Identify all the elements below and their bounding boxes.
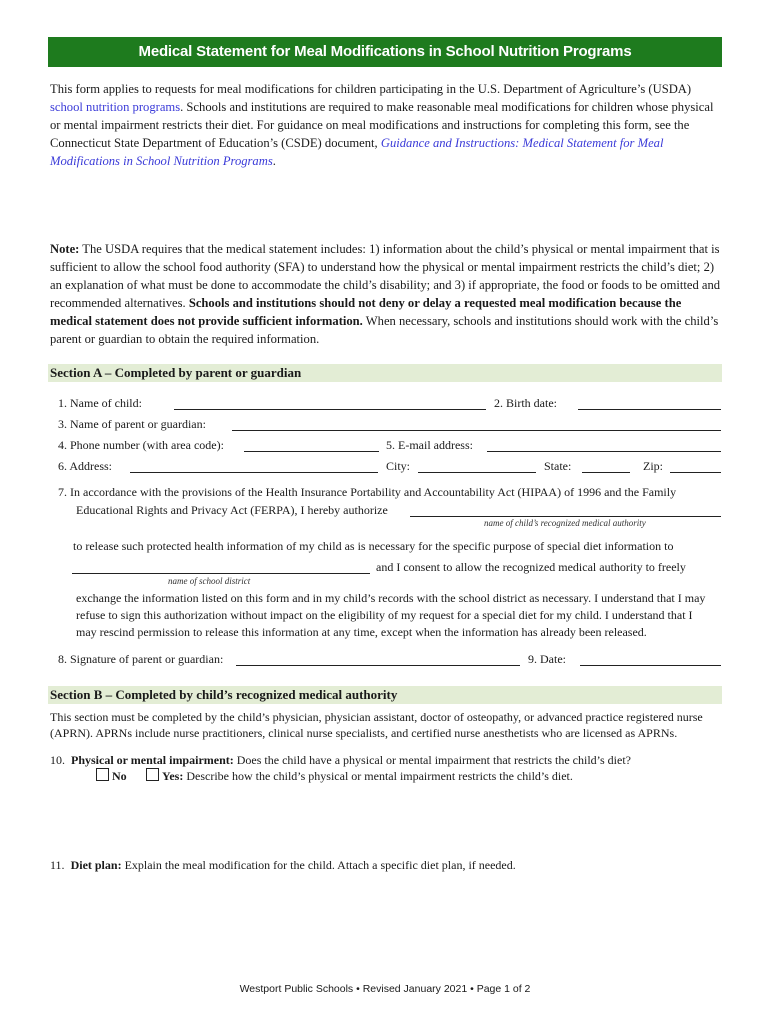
intro-paragraph (50, 80, 722, 170)
intro-text-2: . Schools and institutions are required to make reasonable meal modifications for children whose physical or mental impairment restricts their diet. For guidance on meal modifications and instructions for completing this form, see the Connecticut State Department of Education’s (CSDE) document, (50, 100, 714, 150)
question-10-text: Does the child have a physical or mental impairment that restricts the child’s diet? (233, 753, 631, 767)
yes-label: Yes: (162, 769, 184, 783)
question-11-text: Explain the meal modification for the child. Attach a specific diet plan, if needed. (121, 858, 516, 872)
no-checkbox[interactable] (96, 768, 109, 781)
note-text-2: When necessary, schools and institutions should work with the child’s parent or guardian to obtain the required information. (50, 314, 719, 346)
medical-authority-caption: name of child’s recognized medical authority (484, 518, 646, 528)
section-b-intro: This section must be completed by the child’s physician, physician assistant, doctor of osteopathy, or advanced practice registered nurse (APRN). APRNs include nurse practitioners, clinical nurse specialists, and certified nurse anesthetists who are licensed as APRNs. (50, 710, 703, 740)
authorization-text: 7. In accordance with the provisions of the Health Insurance Portability and Accountability Act (HIPAA) of 1996 and the Family (58, 485, 677, 499)
consent-text: and I consent to allow the recognized medical authority to freely (376, 560, 686, 574)
intro-text: This form applies to requests for meal modifications for children participating in the U.S. Department of Agriculture’s (USDA) (50, 82, 692, 96)
address-label: 6. Address: (58, 459, 112, 473)
intro-text-3: . (272, 154, 276, 168)
phone-field[interactable] (244, 451, 379, 452)
note-label: Note: (50, 242, 80, 256)
phone-label: 4. Phone number (with area code): (58, 438, 224, 452)
name-of-child-field[interactable] (174, 409, 486, 410)
no-label: No (112, 769, 127, 783)
note-bold-text: Schools and institutions should not deny or delay a requested meal modification because the medical statement does not provide sufficient information. (50, 296, 682, 328)
yes-description: Describe how the child’s physical or mental impairment restricts the child’s diet. (183, 769, 573, 783)
school-district-caption: name of school district (168, 576, 251, 586)
yes-option[interactable] (146, 768, 573, 784)
authorization-text-2: Educational Rights and Privacy Act (FERPA), I hereby authorize (76, 503, 388, 517)
address-field[interactable] (130, 472, 378, 473)
state-label: State: (544, 459, 572, 473)
signature-label: 8. Signature of parent or guardian: (58, 652, 224, 666)
medical-authority-field[interactable] (410, 516, 721, 517)
school-district-field[interactable] (72, 573, 370, 574)
email-label: 5. E-mail address: (386, 438, 473, 452)
date-label: 9. Date: (528, 652, 566, 666)
guidance-document-link[interactable]: Guidance and Instructions: Medical Statement for Meal Modifications in School Nutrition Programs (50, 136, 664, 168)
question-10-number: 10. (50, 753, 65, 767)
question-10 (50, 752, 631, 768)
parent-name-label: 3. Name of parent or guardian: (58, 417, 206, 431)
city-field[interactable] (418, 472, 536, 473)
question-11 (50, 857, 516, 873)
state-field[interactable] (582, 472, 630, 473)
city-label: City: (386, 459, 411, 473)
zip-field[interactable] (670, 472, 721, 473)
form-title: Medical Statement for Meal Modifications in School Nutrition Programs (48, 37, 722, 67)
date-field[interactable] (580, 665, 721, 666)
zip-label: Zip: (643, 459, 663, 473)
no-option[interactable] (96, 768, 127, 784)
name-of-child-label: 1. Name of child: (58, 396, 142, 410)
note-paragraph (50, 240, 722, 348)
parent-name-field[interactable] (232, 430, 721, 431)
birth-date-label: 2. Birth date: (494, 396, 557, 410)
question-11-label: Diet plan: (70, 858, 122, 872)
section-b-heading: Section B – Completed by child’s recognized medical authority (48, 686, 722, 704)
signature-field[interactable] (236, 665, 520, 666)
birth-date-field[interactable] (578, 409, 721, 410)
question-10-label: Physical or mental impairment: (71, 753, 234, 767)
yes-checkbox[interactable] (146, 768, 159, 781)
exchange-text: exchange the information listed on this form and in my child’s records with the school district as necessary. I understand that I may refuse to sign this authorization without impact on the eligibility of my request for a special diet for my child. I understand that I may rescind permission to release this information at any time, except when the information has already been released. (76, 591, 706, 639)
page-footer: Westport Public Schools • Revised January 2021 • Page 1 of 2 (239, 983, 531, 995)
school-nutrition-programs-link[interactable]: school nutrition programs (50, 100, 181, 114)
section-a-heading: Section A – Completed by parent or guardian (48, 364, 722, 382)
email-field[interactable] (487, 451, 721, 452)
release-text: to release such protected health information of my child as is necessary for the specific purpose of special diet information to (73, 539, 674, 553)
question-11-number: 11. (50, 858, 65, 872)
note-text: The USDA requires that the medical statement includes: 1) information about the child’s physical or mental impairment that is sufficient to allow the school food authority (SFA) to understand how the physical or mental impairment restricts the child’s diet; 2) an explanation of what must be done to accommodate the child’s disability; and 3) if appropriate, the food or foods to be omitted and recommended alternatives. (50, 242, 721, 310)
